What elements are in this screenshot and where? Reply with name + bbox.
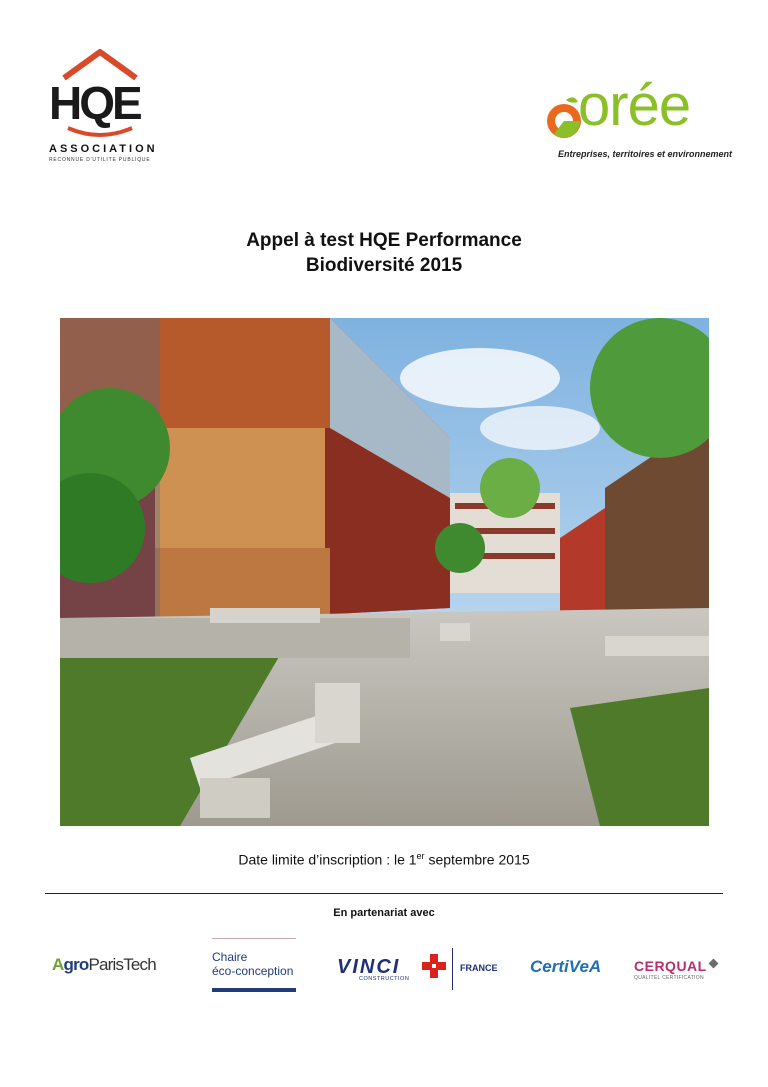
oree-logo-text: orée <box>578 73 691 138</box>
vinci-construction-logo <box>337 948 497 990</box>
hqe-association-logo <box>46 46 158 164</box>
chaire-logo-line-1: Chaire <box>212 950 248 964</box>
horizontal-divider <box>45 893 723 894</box>
agroparistech-logo-gro: gro <box>63 955 89 974</box>
chaire-logo-bar <box>212 988 296 992</box>
deadline-superscript: er <box>416 851 425 861</box>
document-title <box>0 228 768 278</box>
oree-logo <box>544 73 733 166</box>
cerqual-diamond-icon <box>708 959 718 969</box>
agroparistech-logo <box>52 955 156 975</box>
chaire-eco-conception-logo <box>212 938 298 996</box>
oree-logo-tagline: Entreprises, territoires et environnement <box>558 149 733 159</box>
hqe-logo-text: HQE <box>49 77 140 129</box>
cerqual-logo-subtitle: QUALITEL CERTIFICATION <box>634 975 704 981</box>
cerqual-logo <box>634 958 717 974</box>
registration-deadline <box>0 851 768 868</box>
cover-photo-courtyard <box>60 318 709 826</box>
certivea-logo: CertiVeA <box>530 957 602 976</box>
vinci-logo-separator <box>452 948 453 990</box>
cerqual-logo-text: CERQUAL <box>634 958 707 974</box>
chaire-logo-top-line <box>212 938 296 939</box>
title-line-2: Biodiversité 2015 <box>305 255 463 276</box>
chaire-logo-line-2: éco-conception <box>212 964 294 978</box>
agroparistech-logo-a: A <box>52 955 64 974</box>
vinci-logo-france: FRANCE <box>460 963 498 973</box>
deadline-suffix: septembre 2015 <box>424 851 530 868</box>
vinci-logo-word: VINCI <box>337 956 401 978</box>
vinci-logo-construction: CONSTRUCTION <box>359 976 410 982</box>
hqe-logo-association: ASSOCIATION <box>49 143 158 155</box>
title-line-1: Appel à test HQE Performance <box>246 230 522 251</box>
deadline-prefix: Date limite d’inscription : le 1 <box>238 851 417 868</box>
hqe-logo-subtitle: RECONNUE D'UTILITE PUBLIQUE <box>49 157 151 163</box>
agroparistech-logo-paristech: ParisTech <box>88 955 156 974</box>
partners-label: En partenariat avec <box>333 907 435 919</box>
vinci-cross-icon <box>422 954 446 978</box>
